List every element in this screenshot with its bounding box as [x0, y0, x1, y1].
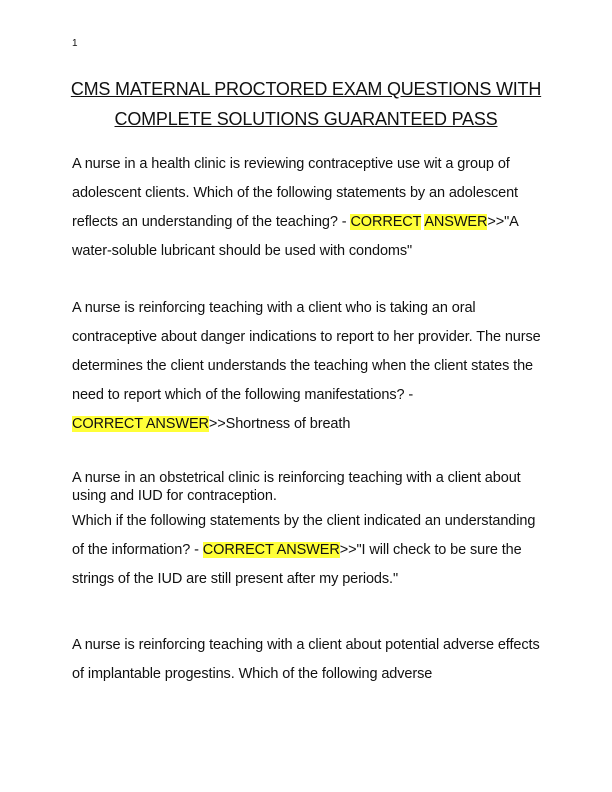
qa-text: [72, 150, 547, 266]
answer-text: >>Shortness of breath: [208, 416, 351, 432]
answer-text: >>"I will check to be sure the strings of the IUD are still present after my periods.": [72, 542, 522, 587]
correct-label: CORRECT: [350, 214, 422, 230]
answer-text: >>"A water-soluble lubricant should be used with condoms": [72, 214, 518, 259]
correct-answer-label: CORRECT ANSWER: [72, 416, 209, 432]
question-text: A nurse is reinforcing teaching with a client about potential adverse effects of implantable progestins. Which of the following adverse: [72, 637, 540, 682]
qa-item-1: [72, 150, 547, 266]
qa-item-2: [72, 294, 547, 439]
answer-label: ANSWER: [424, 214, 488, 230]
qa-text: [72, 507, 547, 594]
correct-answer-label: CORRECT ANSWER: [202, 542, 340, 558]
question-text-part2: Which if the following statements by the client indicated an understanding of the information? -: [72, 513, 536, 558]
title-line-1: CMS MATERNAL PROCTORED EXAM QUESTIONS WITH: [70, 79, 542, 99]
qa-item-4: [72, 631, 547, 689]
question-text-part1: A nurse in an obstetrical clinic is reinforcing teaching with a client about using and IUD for contraception.: [72, 470, 521, 504]
qa-text: [72, 294, 547, 439]
question-text: A nurse is reinforcing teaching with a client who is taking an oral contraceptive about danger indications to report to her provider. The nurse determines the client understands the teaching when the client states the need to report which of the following manifestations? -: [72, 300, 541, 403]
document-title: [60, 74, 552, 134]
qa-item-3: [72, 469, 547, 594]
question-text: A nurse in a health clinic is reviewing contraceptive use wit a group of adolescent clients. Which of the following statements by an adolescent reflects an understanding of the teaching? -: [72, 156, 518, 230]
title-line-2: COMPLETE SOLUTIONS GUARANTEED PASS: [114, 109, 498, 129]
page-number: 1: [72, 38, 78, 49]
